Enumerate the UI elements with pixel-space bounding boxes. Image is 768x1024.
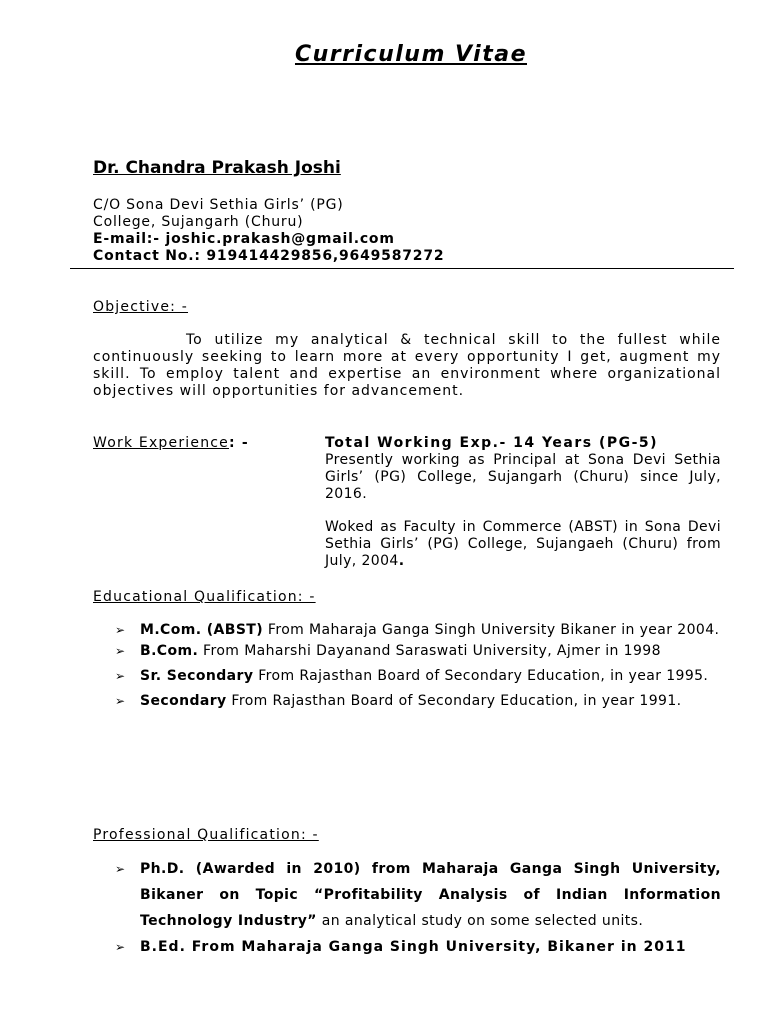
email-line: E-mail:- joshic.prakash@gmail.com [93,231,395,247]
arrow-bullet-icon: ➢ [115,940,127,954]
work-entry-principal: Presently working as Principal at Sona Devi Sethia Girls’ (PG) College, Sujangarh (Churu) since July, 2016. [325,452,721,502]
address-line-2: College, Sujangarh (Churu) [93,214,304,230]
objective-heading: Objective: - [93,299,189,315]
header-divider [70,268,734,269]
work-experience-details [325,435,721,570]
professional-list [93,856,721,960]
professional-heading: Professional Qualification: - [93,827,319,843]
list-item: ➢ Secondary From Rajasthan Board of Secondary Education, in year 1991. [93,689,721,714]
arrow-bullet-icon: ➢ [115,644,126,658]
contact-line: Contact No.: 919414429856,9649587272 [93,248,445,264]
work-experience-heading: Work Experience: - [93,435,249,451]
list-item: ➢ B.Ed. From Maharaja Ganga Singh University, Bikaner in 2011 [93,934,721,960]
arrow-bullet-icon: ➢ [115,623,126,637]
candidate-name: Dr. Chandra Prakash Joshi [93,158,341,178]
list-item: ➢ B.Com. From Maharshi Dayanand Saraswati University, Ajmer in 1998 [93,639,721,664]
address-line-1: C/O Sona Devi Sethia Girls’ (PG) [93,197,344,213]
arrow-bullet-icon: ➢ [115,669,126,683]
list-item: ➢ Ph.D. (Awarded in 2010) from Maharaja Ganga Singh University, Bikaner on Topic “Profitability Analysis of Indian Information Technology Industry” an analytical study on some selected units. [93,856,721,934]
work-entry-faculty: Woked as Faculty in Commerce (ABST) in Sona Devi Sethia Girls’ (PG) College, Sujangaeh (Churu) from July, 2004. [325,519,721,569]
list-item: ➢ M.Com. (ABST) From Maharaja Ganga Singh University Bikaner in year 2004. [115,622,720,638]
total-experience: Total Working Exp.- 14 Years (PG-5) [325,435,659,451]
contact-block [93,197,444,265]
objective-text: To utilize my analytical & technical skill to the fullest while continuously seeking to learn more at every opportunity I get, augment my skill. To employ talent and expertise an environment where organizational objectives will opportunities for advancement. [93,332,721,399]
arrow-bullet-icon: ➢ [115,694,126,708]
education-heading: Educational Qualification: - [93,589,316,605]
arrow-bullet-icon: ➢ [115,862,126,876]
document-title: Curriculum Vitae [294,42,527,67]
list-item: ➢ Sr. Secondary From Rajasthan Board of Secondary Education, in year 1995. [93,664,721,689]
education-list [93,622,721,714]
